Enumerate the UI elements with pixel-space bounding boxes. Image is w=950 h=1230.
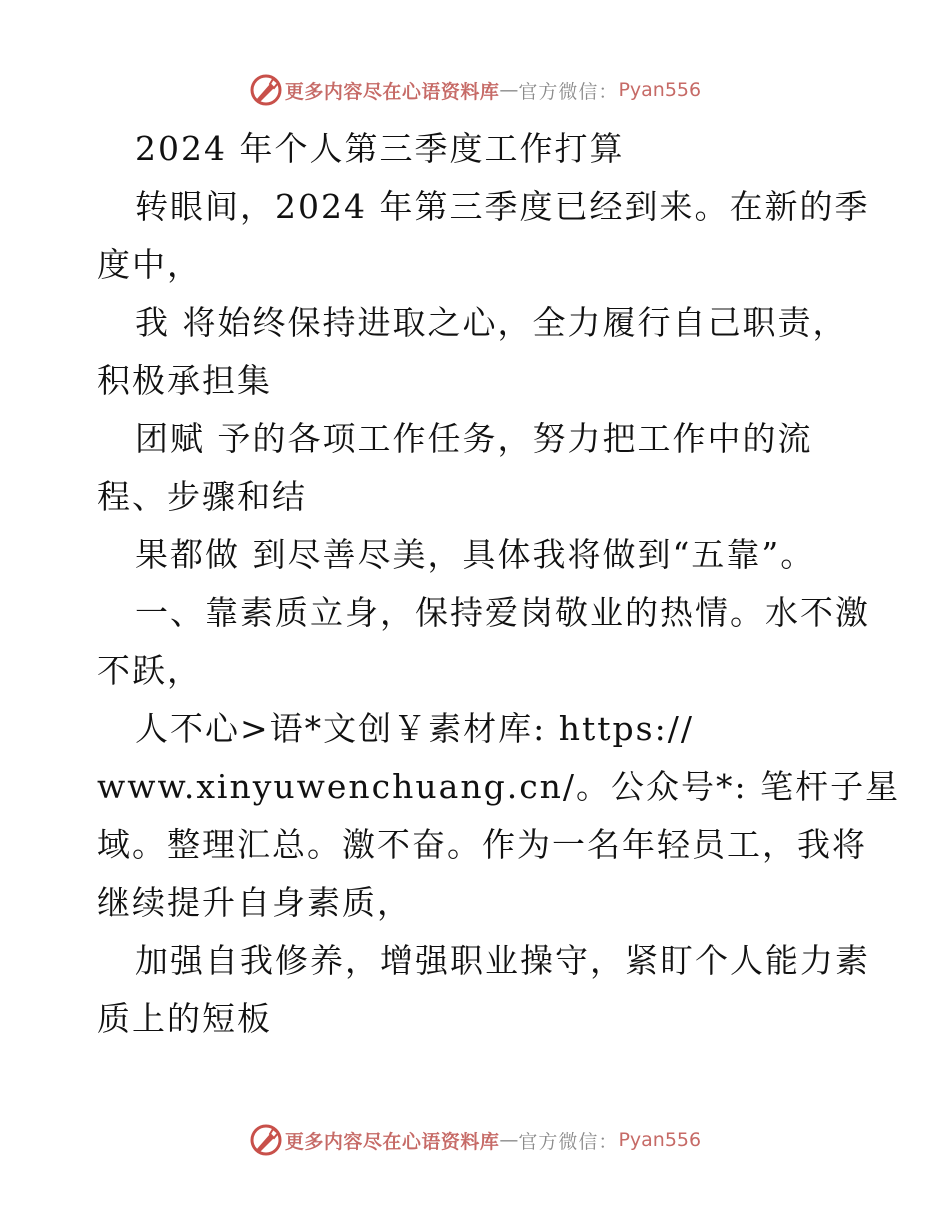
banner-wechat-id: Pyan556 — [618, 79, 702, 101]
paragraph-line: www.xinyuwenchuang.cn/。公众号*: 笔杆子星 — [97, 767, 901, 806]
banner-site-text: 更多内容尽在心语资料库 — [284, 1130, 500, 1153]
paragraph-line: 果都做 到尽善尽美，具体我将做到“五靠”。 — [135, 535, 816, 574]
paragraph-line: 人不心>语*文创￥素材库: https:// — [135, 709, 694, 748]
paragraph-line: 度中， — [97, 245, 202, 284]
banner-site-text: 更多内容尽在心语资料库 — [284, 80, 500, 103]
header-banner — [0, 68, 950, 112]
banner-separator: — — [499, 1129, 519, 1151]
pen-logo-icon — [249, 1123, 283, 1157]
banner-wechat-label: 官方微信： — [518, 1130, 619, 1153]
banner-wechat-id: Pyan556 — [618, 1129, 702, 1151]
banner-wechat-label: 官方微信： — [518, 80, 619, 103]
paragraph-line: 转眼间，2024 年第三季度已经到来。在新的季 — [135, 187, 870, 226]
paragraph-line: 质上的短板 — [97, 999, 272, 1038]
banner-separator: — — [499, 79, 519, 101]
document-body — [97, 120, 901, 1048]
paragraph-line: 程、步骤和结 — [97, 477, 307, 516]
document-title: 2024 年个人第三季度工作打算 — [135, 129, 625, 168]
paragraph-line: 一、靠素质立身，保持爱岗敬业的热情。水不激 — [135, 593, 870, 632]
paragraph-line: 团赋 予的各项工作任务，努力把工作中的流 — [135, 419, 813, 458]
paragraph-line: 域。整理汇总。激不奋。作为一名年轻员工，我将 — [97, 825, 867, 864]
paragraph-line: 积极承担集 — [97, 361, 272, 400]
paragraph-line: 不跃， — [97, 651, 202, 690]
paragraph-line: 继续提升自身素质， — [97, 883, 412, 922]
paragraph-line: 我 将始终保持进取之心，全力履行自己职责， — [135, 303, 848, 342]
footer-banner — [0, 1118, 950, 1162]
paragraph-line: 加强自我修养，增强职业操守，紧盯个人能力素 — [135, 941, 870, 980]
pen-logo-icon — [249, 73, 283, 107]
